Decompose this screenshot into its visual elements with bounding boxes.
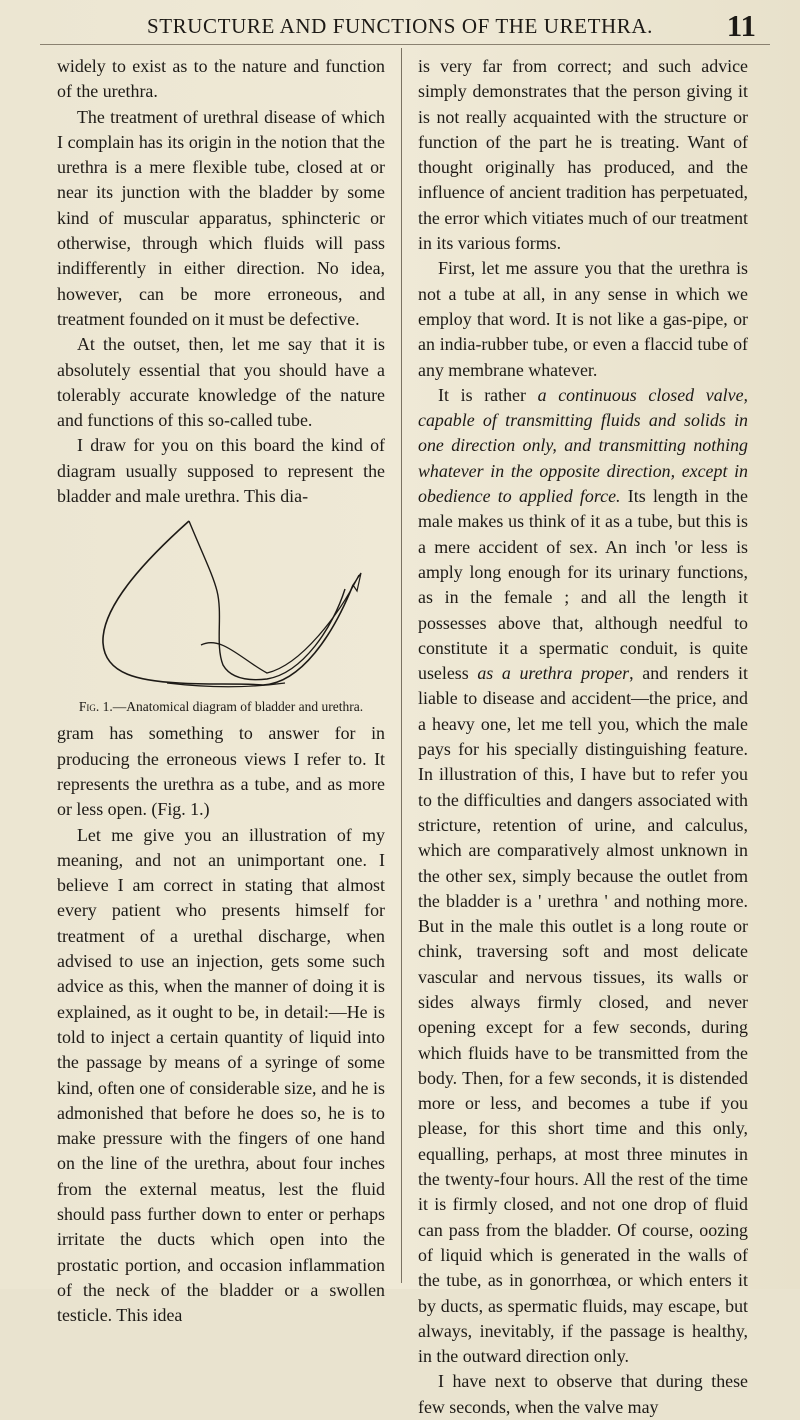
bladder-urethra-diagram — [71, 515, 371, 695]
paragraph — [418, 383, 748, 1370]
text-run: Its length in the male makes us think of it as a tube, but this is a mere accident of sex. An inch 'or less is amply long enough for its urinary functions, as in the female ; and all the length it possesses above that, although needful to constitute it a spermatic conduit, is quite useless — [418, 486, 748, 684]
column-divider — [401, 48, 402, 1283]
bladder-outline — [103, 521, 353, 685]
urethra-tip — [353, 573, 361, 591]
left-column — [57, 54, 385, 1328]
figure-caption — [57, 699, 385, 715]
text-run: , and renders it liable to disease and accident—the price, and a heavy one, let me tell you, which the male pays for his specially distinguishing feature. In illustration of this, I have but to refer you to the difficulties and dangers associated with stricture, retention of urine, and calculus, which are comparatively almost unknown in the other sex, simply because the outlet from the bladder is a ' urethra ' and nothing more. But in the male this outlet is a long route or chink, traversing soft and most delicate vascular and nervous tissues, its walls or sides always firmly closed, and never opening except for a few seconds, during which fluids have to be transmitted from the body. Then, for a few seconds, it is distended more or less, and becomes a tube if you please, for this short time and this only, equalling, perhaps, at most three minutes in the twenty-four hours. All the rest of the time it is firmly closed, and not one drop of fluid can pass from the bladder. Of course, oozing of liquid which is generated in the walls of the tube, as in gonorrhœa, or which enters it by ducts, as spermatic fluids, may escape, but always, inevitably, if the passage is healthy, in the outward direction only. — [418, 663, 748, 1367]
emphasis-text: as a urethra proper — [477, 663, 630, 684]
running-title: STRUCTURE AND FUNCTIONS OF THE URETHRA. — [146, 14, 654, 38]
paragraph: I have next to observe that during these few seconds, when the valve may — [418, 1371, 748, 1417]
paragraph: gram has something to answer for in producing the erroneous views I refer to. It represents the urethra as a tube, and as more or less open. (Fig. 1.) — [57, 723, 385, 820]
paragraph: Let me give you an illustration of my meaning, and not an unimportant one. I believe I am correct in stating that almost every patient who presents himself for treatment of a urethal discharge, when advised to use an injection, gets some such advice as this, when the manner of doing it is explained, as it ought to be, in detail:—He is told to inject a certain quantity of liquid into the passage by means of a syringe of some kind, often one of considerable size, and he is admonished that before he does so, he is to make pressure with the fingers of one hand on the line of the urethra, about four inches from the external meatus, lest the fluid should pass further down to enter or perhaps irritate the ducts which open into the prostatic portion, and occasion inflammation of the neck of the bladder or a swollen testicle. This idea — [57, 824, 385, 1326]
paragraph: widely to exist as to the nature and function of the urethra. — [57, 56, 385, 102]
paragraph: At the outset, then, let me say that it is absolutely essential that you should have a tolerably accurate knowledge of the nature and functions of this so-called tube. — [57, 334, 385, 431]
paragraph: First, let me assure you that the urethra is not a tube at all, in any sense in which we employ that word. It is not like a gas-pipe, or an india-rubber tube, or even a flaccid tube of any membrane whatever. — [418, 258, 748, 380]
text-run: It is rather — [438, 384, 538, 405]
paragraph: is very far from correct; and such advice simply demonstrates that the person giving it is not really acquainted with the structure or function of the part he is treating. Want of thought originally has produced, and the influence of ancient tradition has perpetuated, the error which vitiates much of our treatment in its various forms. — [418, 56, 748, 254]
bladder-inner-outline — [189, 521, 345, 680]
right-column — [418, 54, 748, 1420]
paragraph: The treatment of urethral disease of which I complain has its origin in the notion that the urethra is a mere flexible tube, closed at or near its junction with the bladder by some kind of muscular apparatus, sphincteric or otherwise, through which fluids will pass indifferently in either direction. No idea, however, can be more erroneous, and treatment founded on it must be defective. — [57, 106, 385, 329]
figure-1 — [57, 515, 385, 715]
figure-label: Fig. 1. — [78, 699, 113, 715]
paragraph: I draw for you on this board the kind of diagram usually supposed to represent the bladder and male urethra. This dia- — [57, 435, 385, 507]
page-number: 11 — [726, 8, 756, 43]
header-rule — [40, 44, 770, 45]
figure-caption-text: —Anatomical diagram of bladder and urethra. — [112, 699, 364, 715]
emphasis-text: a continuous closed valve, capable of transmitting fluids and solids in one direction only, and transmitting nothing whatever in the opposite direction, except in obedience to applied force. — [418, 384, 748, 507]
page-header — [0, 6, 800, 48]
